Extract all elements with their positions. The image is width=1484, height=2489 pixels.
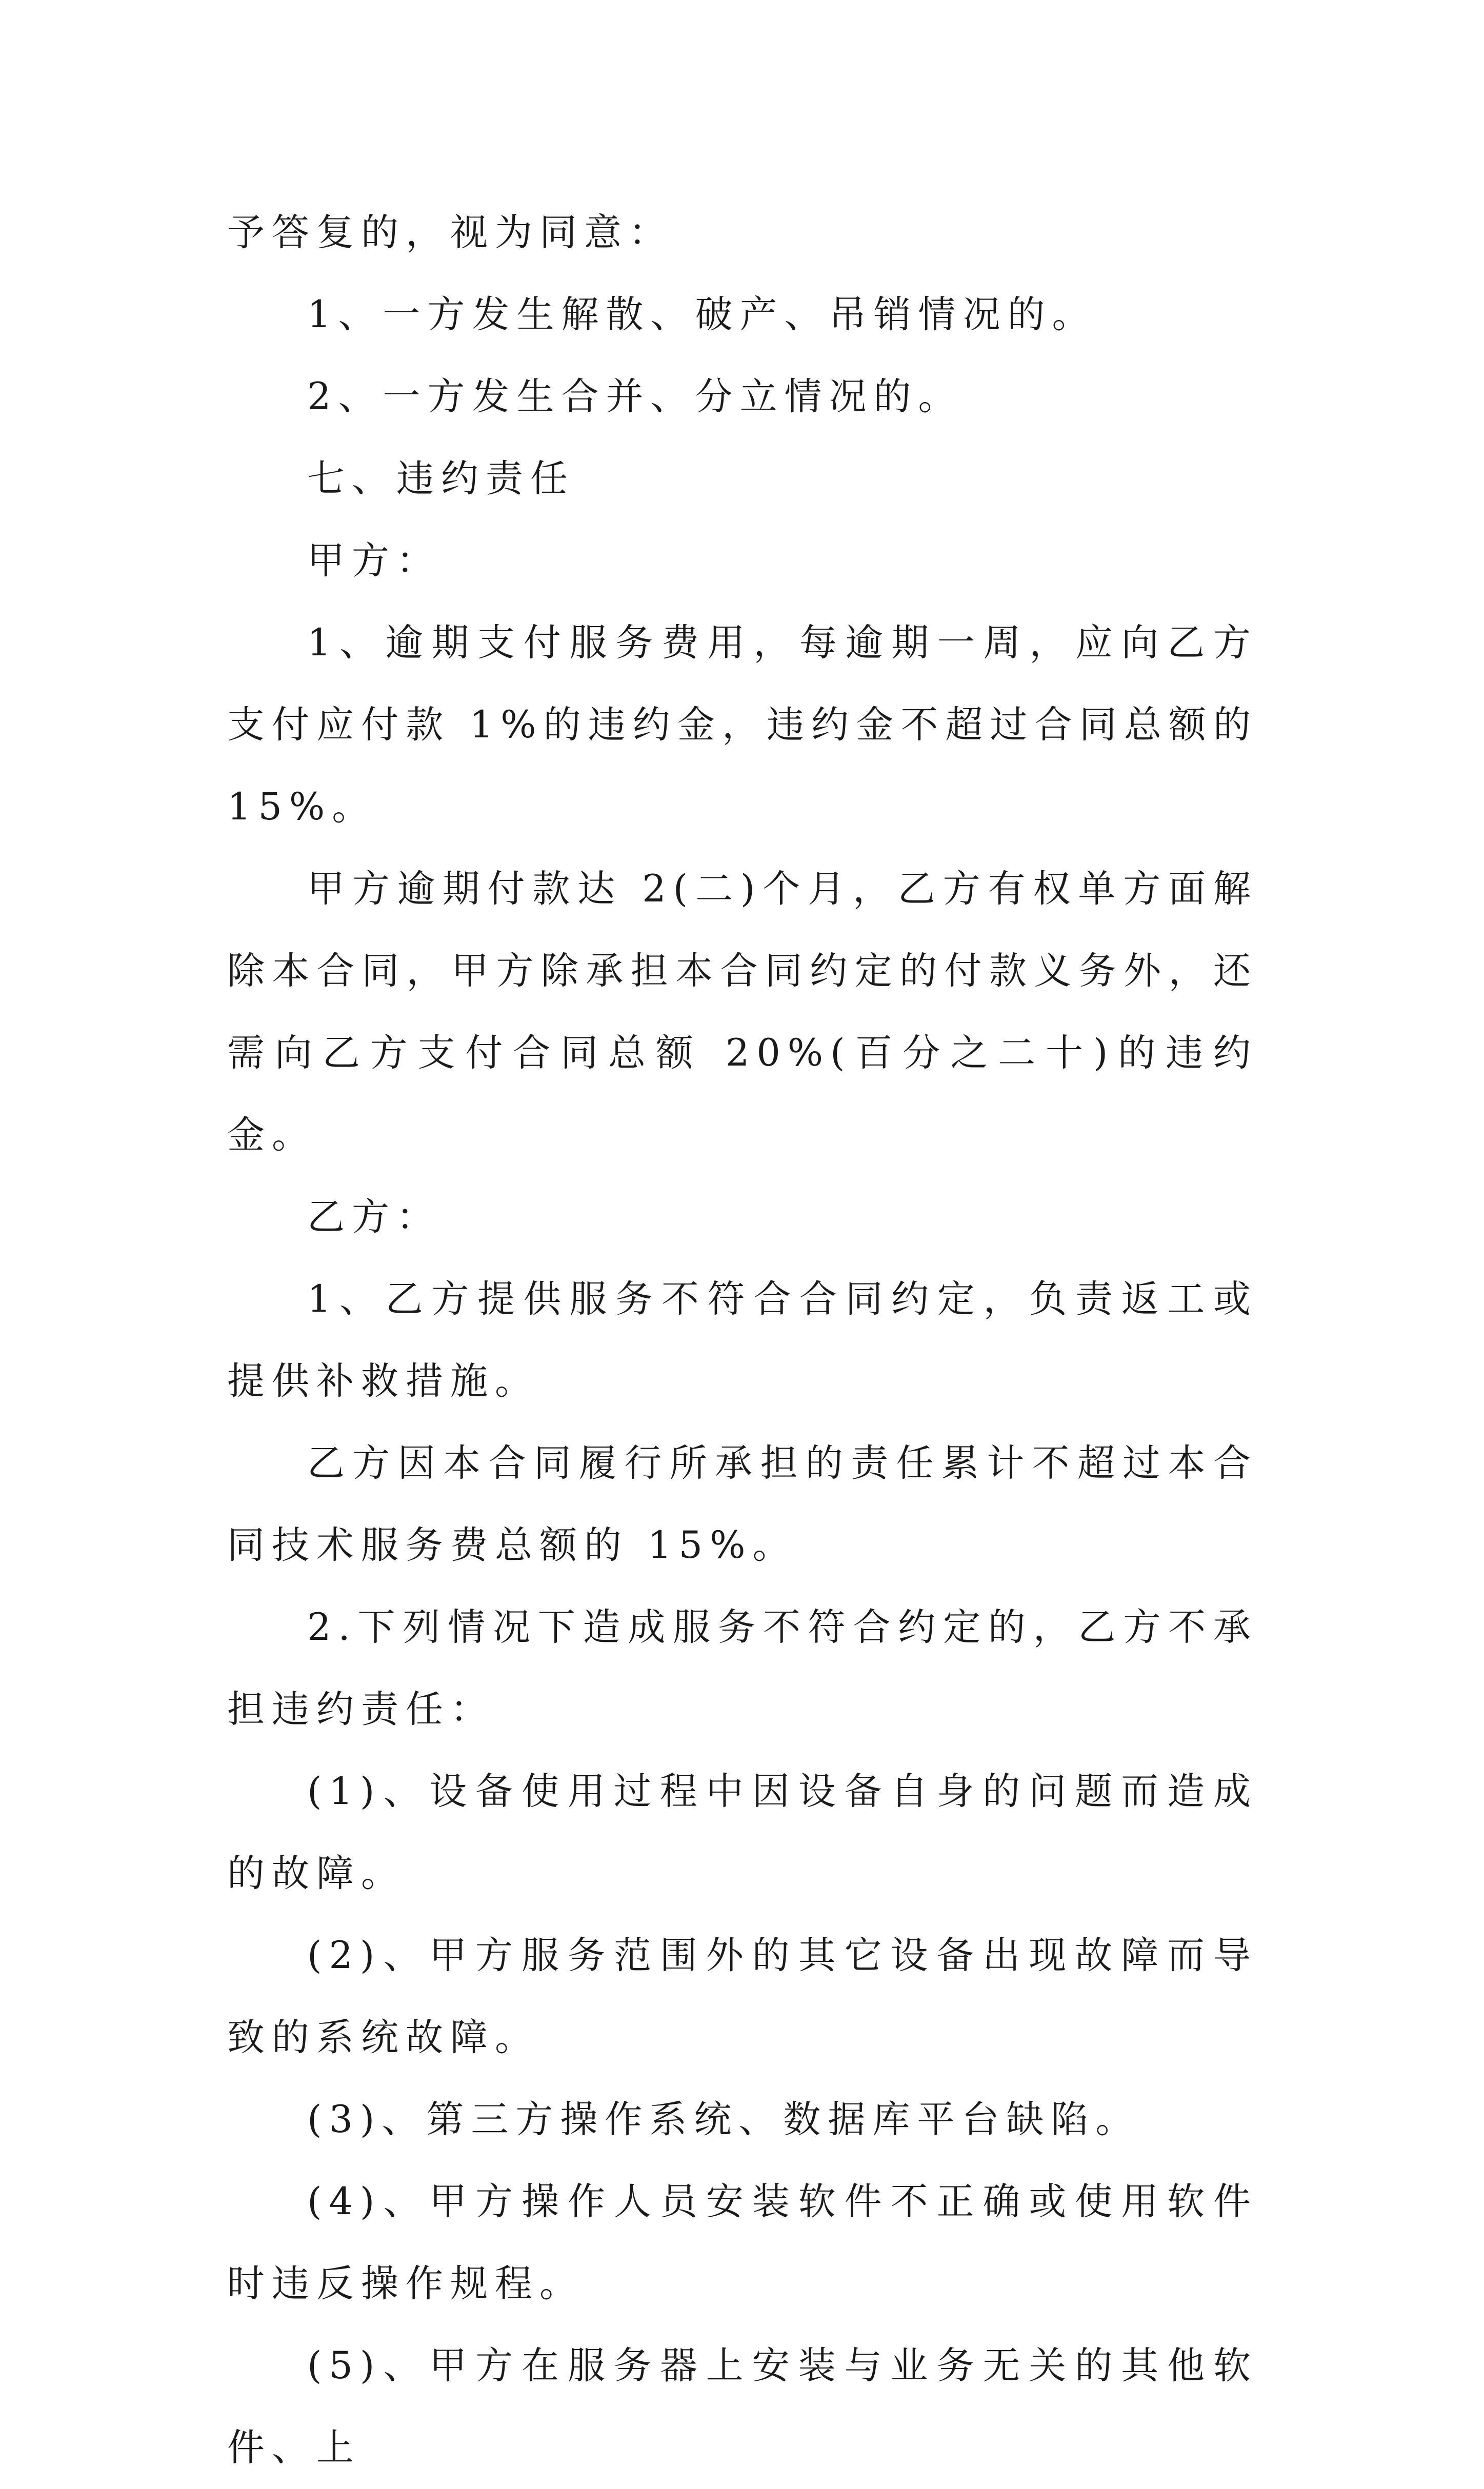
party-heading: 甲方： (307, 539, 441, 583)
party-heading: 乙方： (307, 1195, 441, 1239)
list-item: (3)、第三方操作系统、数据库平台缺陷。 (307, 2098, 1140, 2141)
list-item: (2)、甲方服务范围外的其它设备出现故障而导致的系统故障。 (227, 1934, 1258, 2059)
document-body (227, 192, 1258, 2489)
paragraph: 1、一方发生解散、破产、吊销情况的。 (307, 293, 1097, 336)
list-item: (4)、甲方操作人员安装软件不正确或使用软件时违反操作规程。 (227, 2180, 1258, 2305)
paragraph: 乙方因本合同履行所承担的责任累计不超过本合同技术服务费总额的 15%。 (227, 1441, 1258, 1567)
list-item: (5)、甲方在服务器上安装与业务无关的其他软件、上 (227, 2344, 1258, 2470)
paragraph: 1、乙方提供服务不符合合同约定，负责返工或提供补救措施。 (227, 1277, 1258, 1403)
paragraph: 2、一方发生合并、分立情况的。 (307, 375, 963, 418)
list-item: (1)、设备使用过程中因设备自身的问题而造成的故障。 (227, 1770, 1258, 1895)
paragraph: 予答复的，视为同意： (227, 211, 673, 254)
paragraph: 1、逾期支付服务费用，每逾期一周，应向乙方支付应付款 1%的违约金，违约金不超过合同总额的 15%。 (227, 621, 1258, 829)
section-heading: 七、违约责任 (307, 457, 575, 500)
paragraph: 2.下列情况下造成服务不符合约定的，乙方不承担违约责任： (227, 1605, 1258, 1731)
paragraph: 甲方逾期付款达 2(二)个月，乙方有权单方面解除本合同，甲方除承担本合同约定的付款义务外，还需向乙方支付合同总额 20%(百分之二十)的违约金。 (227, 867, 1258, 1157)
